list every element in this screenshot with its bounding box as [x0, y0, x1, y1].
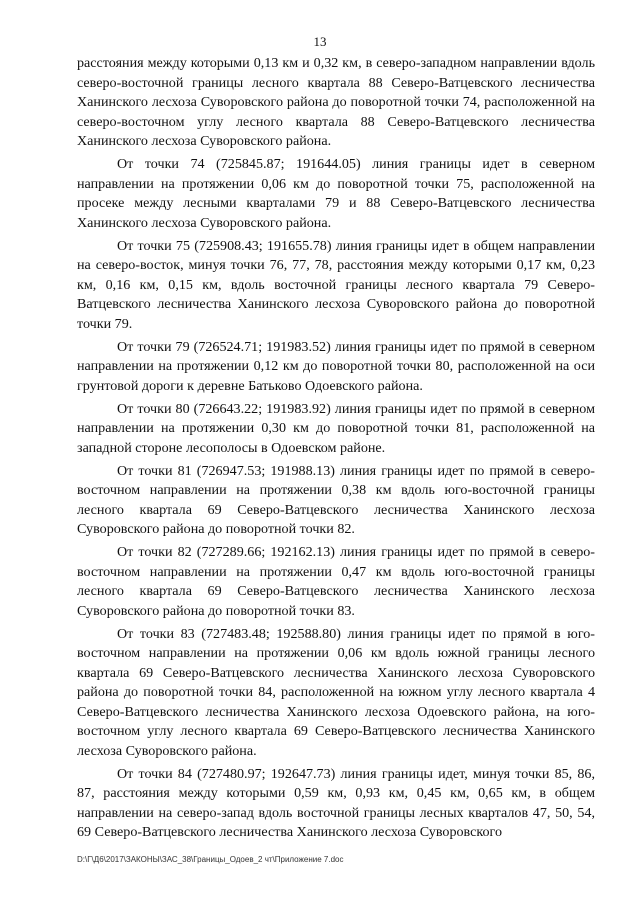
paragraph-point-80: От точки 80 (726643.22; 191983.92) линия границы идет по прямой в северном направлении на протяжении 0,30 км до поворотной точки 81, расположенной на западной стороне лесополосы в Одоевском районе.	[77, 400, 595, 456]
paragraph-point-75: От точки 75 (725908.43; 191655.78) линия границы идет в общем направлении на северо-восток, минуя точки 76, 77, 78, расстояния между которыми 0,17 км, 0,23 км, 0,16 км, 0,15 км, вдоль восточной границы лесного квартала 79 Северо-Ватцевского лесничества Ханинского лесхоза Суворовского района до поворотной точки 79.	[77, 237, 595, 332]
page-number: 13	[313, 34, 327, 49]
paragraph-point-79: От точки 79 (726524.71; 191983.52) линия границы идет по прямой в северном направлении на протяжении 0,12 км до поворотной точки 80, расположенной на оси грунтовой дороги к деревне Батьково Одоевского района.	[77, 338, 595, 394]
paragraph-point-74: От точки 74 (725845.87; 191644.05) линия границы идет в северном направлении на протяжении 0,06 км до поворотной точки 75, расположенной на просеке между лесными кварталами 79 и 88 Северо-Ватцевского лесничества Ханинского лесхоза Суворовского района.	[77, 156, 595, 231]
footer-file-path: D:\Г\Д6\2017\ЗАКОНЫ\ЗАС_38\Границы_Одоев_2 чт\Приложение 7.doc	[77, 855, 344, 864]
paragraph-point-82: От точки 82 (727289.66; 192162.13) линия границы идет по прямой в северо-восточном направлении на протяжении 0,47 км вдоль юго-восточной границы лесного квартала 69 Северо-Ватцевского лесничества Ханинского лесхоза Суворовского района до поворотной точки 83.	[77, 544, 595, 619]
paragraph-point-81: От точки 81 (726947.53; 191988.13) линия границы идет по прямой в северо-восточном направлении на протяжении 0,38 км вдоль юго-восточной границы лесного квартала 69 Северо-Ватцевского лесничества Ханинского лесхоза Суворовского района до поворотной точки 82.	[77, 462, 595, 537]
paragraph-point-84: От точки 84 (727480.97; 192647.73) линия границы идет, минуя точки 85, 86, 87, расстояния между которыми 0,59 км, 0,93 км, 0,45 км, 0,65 км, в общем направлении на северо-запад вдоль восточной границы лесных кварталов 47, 50, 54, 69 Северо-Ватцевского лесничества Ханинского лесхоза Суворовского	[77, 765, 595, 840]
paragraph-continuation: расстояния между которыми 0,13 км и 0,32 км, в северо-западном направлении вдоль северо-восточной границы лесного квартала 88 Северо-Ватцевского лесничества Ханинского лесхоза Суворовского района до поворотной точки 74, расположенной на северо-восточном углу лесного квартала 88 Северо-Ватцевского лесничества Ханинского лесхоза Суворовского района.	[77, 55, 595, 149]
paragraph-point-83: От точки 83 (727483.48; 192588.80) линия границы идет по прямой в юго-восточном направлении на протяжении 0,06 км вдоль южной границы лесного квартала 69 Северо-Ватцевского лесничества Ханинского лесхоза Суворовского района до поворотной точки 84, расположенной на южном углу лесного квартала 4 Северо-Ватцевского лесничества Ханинского лесхоза Одоевского района, на юго-восточном углу лесного квартала 69 Северо-Ватцевского лесничества Ханинского лесхоза Суворовского района.	[77, 625, 595, 759]
document-body	[77, 54, 595, 843]
